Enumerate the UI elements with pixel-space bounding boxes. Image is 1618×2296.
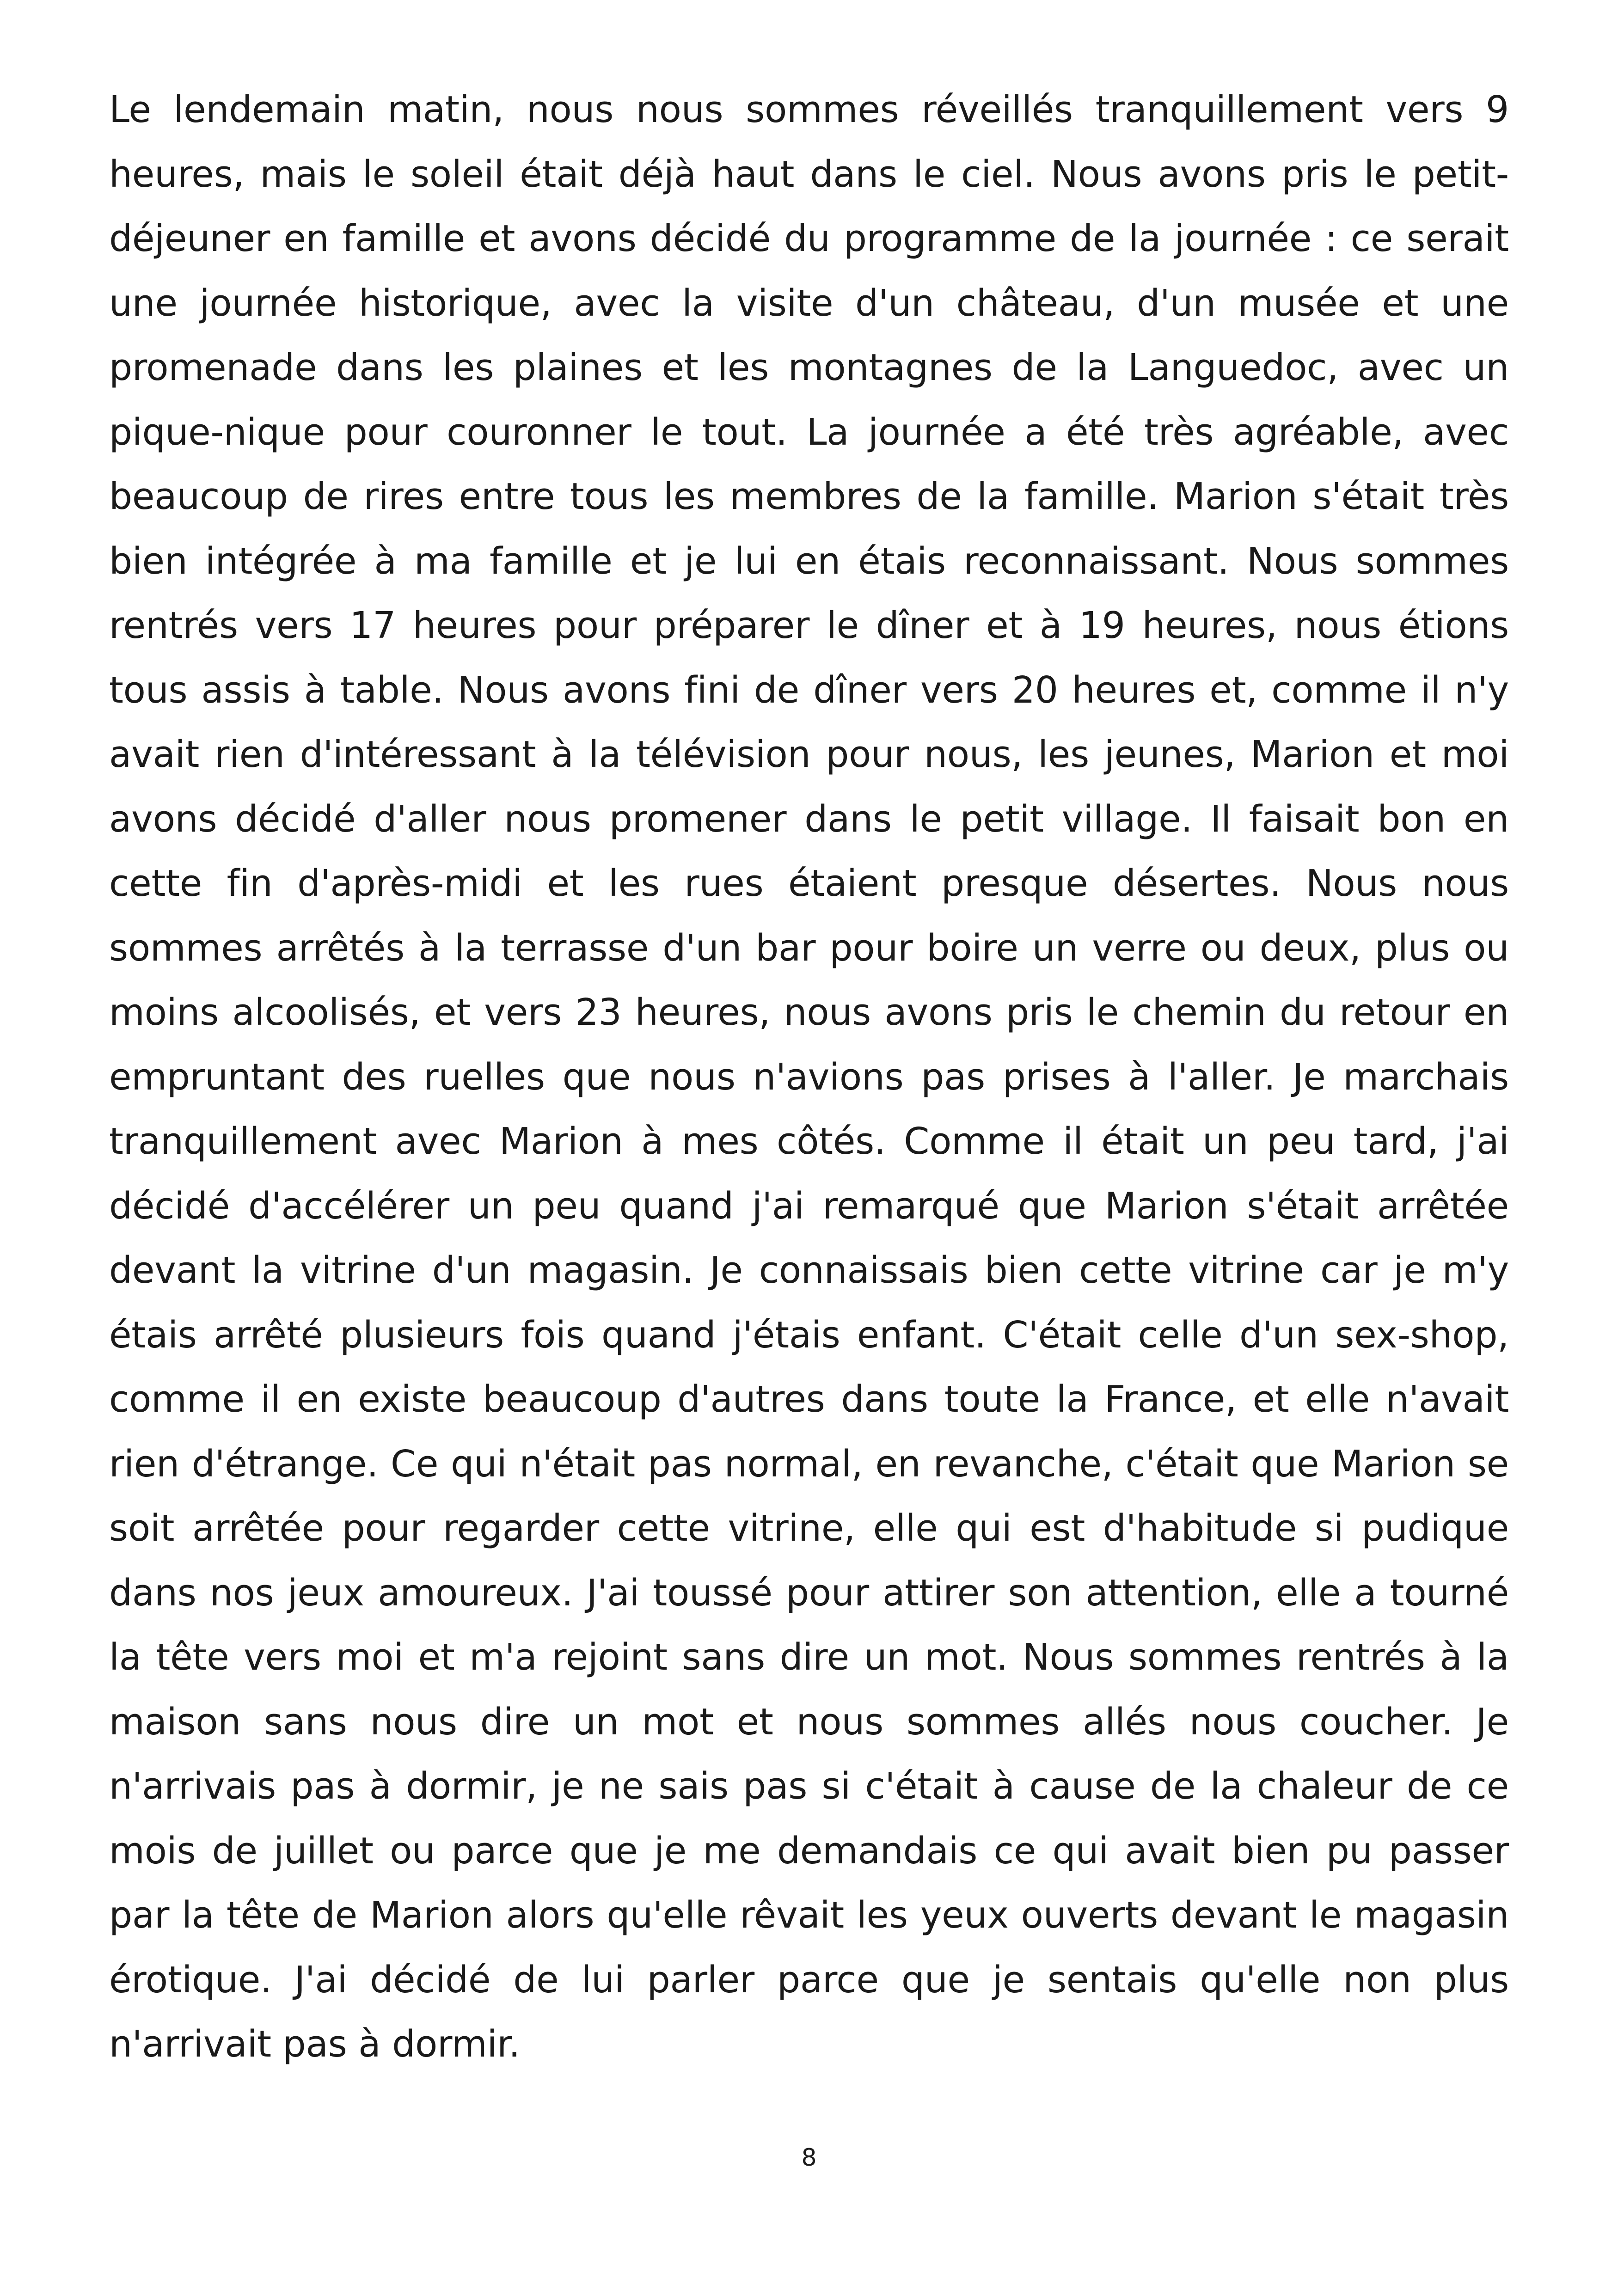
body-paragraph: Le lendemain matin, nous nous sommes réveillés tranquillement vers 9 heures, mais le soleil était déjà haut dans le ciel. Nous avons pris le petit-déjeuner en famille et avons décidé du programme de la journée : ce serait une journée historique, avec la visite d'un château, d'un musée et une promenade dans les plaines et les montagnes de la Languedoc, avec un pique-nique pour couronner le tout. La journée a été très agréable, avec beaucoup de rires entre tous les membres de la famille. Marion s'était très bien intégrée à ma famille et je lui en étais reconnaissant. Nous sommes rentrés vers 17 heures pour préparer le dîner et à 19 heures, nous étions tous assis à table. Nous avons fini de dîner vers 20 heures et, comme il n'y avait rien d'intéressant à la télévision pour nous, les jeunes, Marion et moi avons décidé d'aller nous promener dans le petit village. Il faisait bon en cette fin d'après-midi et les rues étaient presque désertes. Nous nous sommes arrêtés à la terrasse d'un bar pour boire un verre ou deux, plus ou moins alcoolisés, et vers 23 heures, nous avons pris le chemin du retour en empruntant des ruelles que nous n'avions pas prises à l'aller. Je marchais tranquillement avec Marion à mes côtés. Comme il était un peu tard, j'ai décidé d'accélérer un peu quand j'ai remarqué que Marion s'était arrêtée devant la vitrine d'un magasin. Je connaissais bien cette vitrine car je m'y étais arrêté plusieurs fois quand j'étais enfant. C'était celle d'un sex-shop, comme il en existe beaucoup d'autres dans toute la France, et elle n'avait rien d'étrange. Ce qui n'était pas normal, en revanche, c'était que Marion se soit arrêtée pour regarder cette vitrine, elle qui est d'habitude si pudique dans nos jeux amoureux. J'ai toussé pour attirer son attention, elle a tourné la tête vers moi et m'a rejoint sans dire un mot. Nous sommes rentrés à la maison sans nous dire un mot et nous sommes allés nous coucher. Je n'arrivais pas à dormir, je ne sais pas si c'était à cause de la chaleur de ce mois de juillet ou parce que je me demandais ce qui avait bien pu passer par la tête de Marion alors qu'elle rêvait les yeux ouverts devant le magasin érotique. J'ai décidé de lui parler parce que je sentais qu'elle non plus n'arrivait pas à dormir. <box>109 88 1509 2065</box>
page-number: 8 <box>801 2144 817 2172</box>
